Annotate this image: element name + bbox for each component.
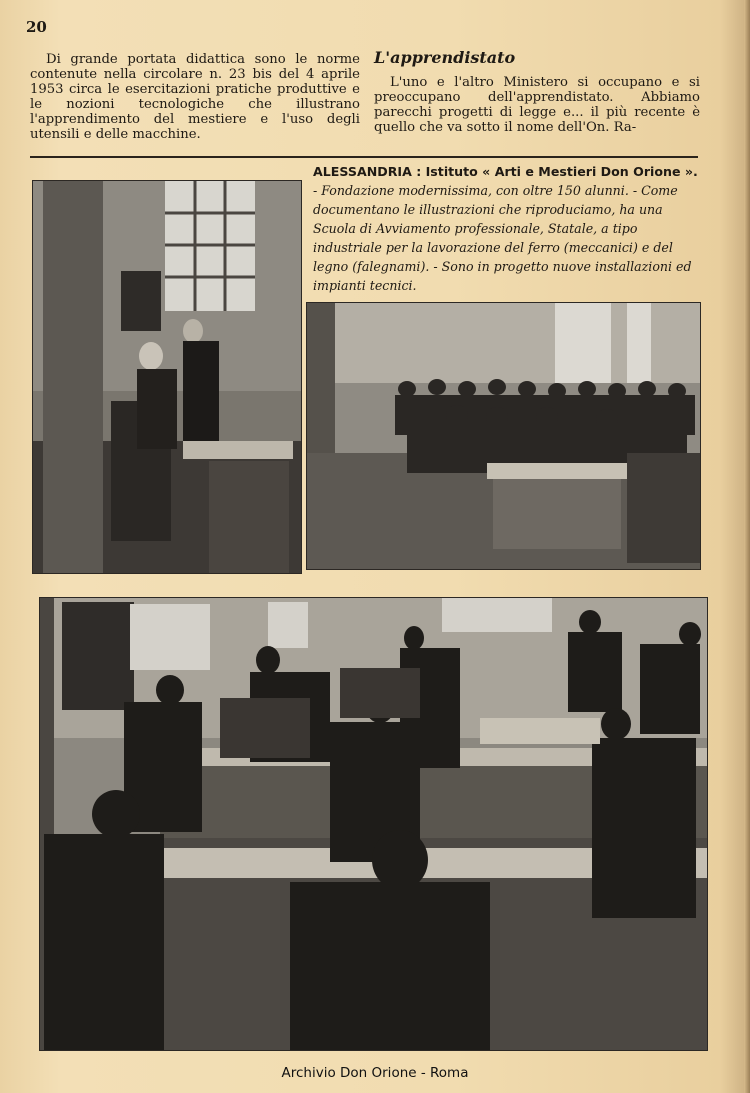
page-edge	[744, 0, 750, 1093]
section-heading: L'apprendistato	[374, 48, 516, 67]
photo-caption	[313, 162, 701, 295]
photo-classroom	[306, 302, 701, 570]
left-column-text: Di grande portata didattica sono le norme contenute nella circolare n. 23 bis del 4 aprile 1953 circa le esercitazioni pratiche produttive e le nozioni tecnologiche che illustrano l'apprendimento del mestiere e l'uso degli utensili e delle macchine.	[30, 52, 360, 142]
divider-rule	[30, 156, 698, 158]
right-column	[374, 48, 700, 135]
right-column-text: L'uno e l'altro Ministero si occupano e si preoccupano dell'apprendistato. Abbiamo parecchi progetti di legge e... il più recente è quello che va sotto il nome dell'On. Ra-	[374, 75, 700, 135]
photo-workshop-benches	[39, 597, 708, 1051]
caption-body: - Fondazione modernissima, con oltre 150 alunni. - Come documentano le illustrazioni che riproduciamo, ha una Scuola di Avviamento professionale, Statale, a tipo industriale per la lavorazione del ferro (meccanici) e del legno (falegnami). - Sono in progetto nuove installazioni ed impianti tecnici.	[313, 183, 692, 293]
page-number: 20	[26, 18, 47, 36]
photo-workshop-lathe	[32, 180, 302, 574]
archive-footer: Archivio Don Orione - Roma	[281, 1065, 469, 1081]
caption-lead: ALESSANDRIA : Istituto « Arti e Mestieri Don Orione ».	[313, 164, 698, 179]
